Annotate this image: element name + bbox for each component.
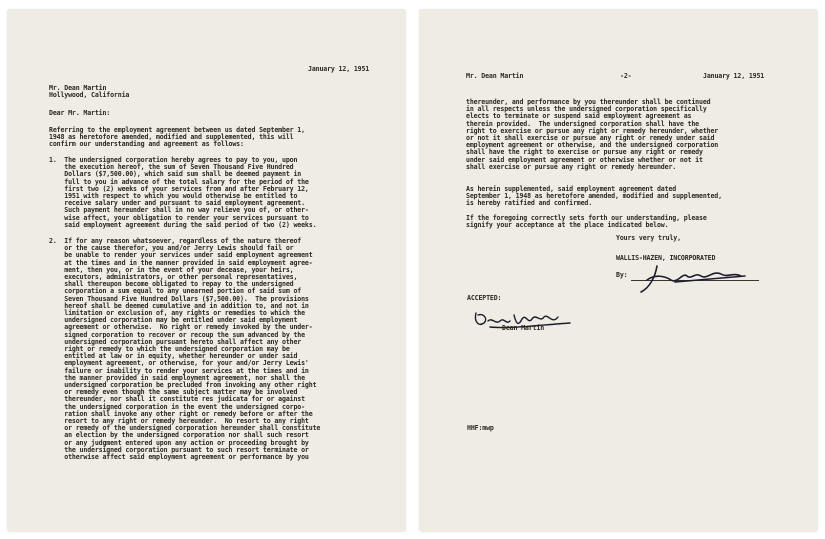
by-label: By:: [616, 271, 628, 279]
signatory-name: Dean Martin: [502, 324, 545, 332]
letter-date: January 12, 1951: [308, 65, 370, 73]
ratification-paragraph: As herein supplemented, said employment agreement dated September 1, 1948 as heretofore amended, modified and supplemented, is hereby ratified and confirmed.: [466, 185, 722, 208]
letter-page-2: [420, 10, 817, 531]
paragraph-2: 2. If for any reason whatsoever, regardless of the nature thereof or the cause therefor, you and/or Jerry Lewis should fail or be unable to render your services under said employment agreement at the times and in the manner provided in said employment agree- ment, then you, or in the event of your decease, your heirs, executors, administrators, or other personal representatives, shall thereupon become obligated to repay to the undersigned corporation a sum equal to any unearned portion of said sum of Seven Thousand Five Hundred Dollars ($7,500.00). The provisions hereof shall be deemed cumulative and in addition to, and not in limitation or exclusion of, any rights or remedies to which the undersigned corporation may be entitled under said employment agreement or otherwise. No right or remedy invoked by the under- signed corporation to recover or recoup the sum advanced by the undersigned corporation pursuant hereto shall affect any other right or remedy to which the undersigned corporation may be entitled at law or in equity, whether hereunder or under said employment agreement, or otherwise, for your and/or Jerry Lewis' failure or inability to render your services at the times and in the manner provided in said employment agreement, nor shall the undersigned corporation be precluded from invoking any other right or remedy even though the same subject matter may be involved thereunder, nor shall it constitute res judicata for or against the undersigned corporation in the event the undersigned corpo- ration shall invoke any other right or remedy before or after the resort to any right or remedy hereunder. No resort to any right or remedy of the undersigned corporation hereunder shall constitute an election by the undersigned corporation nor shall such resort or any judgment entered upon any action or proceeding brought by the undersigned corporation pursuant to such resort terminate or otherwise affect said employment agreement or performance by you: [49, 237, 321, 462]
letter-page-1: [8, 10, 405, 531]
intro-paragraph: Referring to the employment agreement between us dated September 1, 1948 as heretofore amended, modified and supplemented, this will confirm our understanding and agreement as follows:: [49, 126, 305, 149]
accepted-label: ACCEPTED:: [467, 294, 502, 302]
recipient-address: Mr. Dean Martin Hollywood, California: [49, 84, 130, 100]
paragraph-1: 1. The undersigned corporation hereby agrees to pay to you, upon the execution hereof, the sum of Seven Thousand Five Hundred Dollars ($7,500.00), which said sum shall be deemed payment in full to you in advance of the total salary for the period of the first two (2) weeks of your services from and after February 12, 1951 with respect to which you would otherwise be entitled to receive salary under and pursuant to said employment agreement. Such payment hereunder shall in no way relieve you of, or other- wise affect, your obligation to render your services pursuant to said employment agreement during the said period of two (2) weeks.: [49, 156, 317, 229]
page-header-name: Mr. Dean Martin: [466, 72, 524, 80]
page-header-date: January 12, 1951: [703, 72, 765, 80]
closing-request: If the foregoing correctly sets forth our understanding, please signify your acceptance at the place indicated below.: [466, 214, 707, 230]
salutation: Dear Mr. Martin:: [49, 109, 111, 117]
reference-initials: HHF:mwp: [467, 424, 494, 432]
page-number: -2-: [620, 72, 632, 80]
company-signature: [635, 258, 755, 298]
continuation-paragraph: thereunder, and performance by you thereunder shall be continued in all respects unless the undersigned corporation specifically elects to terminate or suspend said employment agreement as therein provided. The undersigned corporation shall have the right to exercise or pursue any right or remedy hereunder, whether or not it shall exercise or pursue any right or remedy under said employment agreement or otherwise, and the undersigned corporation shall have the right to exercise or pursue any right or remedy under said employment agreement or otherwise whether or not it shall exercise or pursue any right or remedy hereunder.: [466, 98, 719, 171]
valediction: Yours very truly,: [616, 234, 681, 242]
company-name: WALLIS-HAZEN, INCORPORATED: [616, 254, 716, 262]
